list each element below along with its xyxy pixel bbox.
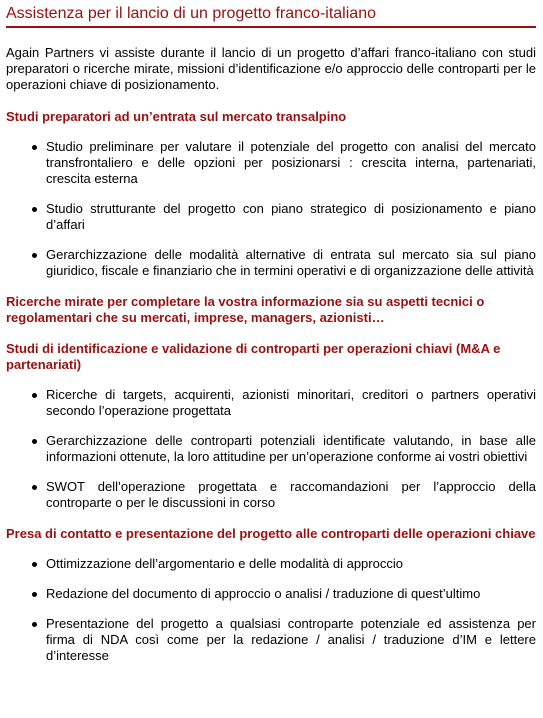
bullet-icon bbox=[32, 485, 37, 490]
list-item-text: Studio strutturante del progetto con piano strategico di posizionamento e piano d’affari bbox=[46, 201, 536, 232]
list-item-text: Redazione del documento di approccio o analisi / traduzione di quest’ultimo bbox=[46, 586, 481, 601]
section-identificazione-controparti bbox=[6, 341, 536, 511]
bullet-icon bbox=[32, 562, 37, 567]
section-heading: Presa di contatto e presentazione del progetto alle controparti delle operazioni chiave bbox=[6, 526, 536, 541]
bullet-icon bbox=[32, 145, 37, 150]
list-item-text: Presentazione del progetto a qualsiasi controparte potenziale ed assistenza per firma di NDA così come per la redazione / analisi / traduzione d’IM e lettere d’interesse bbox=[46, 616, 536, 663]
list-item-text: Studio preliminare per valutare il potenziale del progetto con analisi del mercato transfrontaliero e delle opzioni per posizionarsi : crescita interna, partenariati, crescita esterna bbox=[46, 139, 536, 186]
list-item bbox=[6, 387, 536, 419]
list-item-text: Gerarchizzazione delle controparti potenziali identificate valutando, in base alle informazioni ottenute, la loro attitudine per un’operazione conforme ai vostri obiettivi bbox=[46, 433, 536, 464]
section-heading: Studi di identificazione e validazione di controparti per operazioni chiavi (M&A e partenariati) bbox=[6, 341, 501, 372]
list-item-text: Gerarchizzazione delle modalità alternative di entrata sul mercato sia sul piano giuridico, fiscale e finanziario che in termini operativi e di organizzazione delle attività bbox=[46, 247, 536, 278]
page-title: Assistenza per il lancio di un progetto franco-italiano bbox=[6, 5, 376, 22]
section-studi-preparatori bbox=[6, 109, 536, 279]
list-item-text: SWOT dell’operazione progettata e raccomandazioni per l’approccio della controparte o per le discussioni in corso bbox=[46, 479, 536, 510]
section-presa-di-contatto bbox=[6, 526, 536, 664]
bullet-icon bbox=[32, 439, 37, 444]
bullet-icon bbox=[32, 622, 37, 627]
list-item bbox=[6, 556, 536, 572]
bullet-icon bbox=[32, 592, 37, 597]
bullet-icon bbox=[32, 393, 37, 398]
bullet-list bbox=[6, 556, 536, 664]
intro-paragraph: Again Partners vi assiste durante il lancio di un progetto d’affari franco-italiano con studi preparatori o ricerche mirate, missioni d’identificazione e/o approccio delle controparti per le operazioni chiave di posizionamento. bbox=[6, 45, 536, 92]
bullet-icon bbox=[32, 253, 37, 258]
bullet-list bbox=[6, 387, 536, 511]
list-item bbox=[6, 433, 536, 465]
list-item-text: Ottimizzazione dell’argomentario e delle modalità di approccio bbox=[46, 556, 403, 571]
list-item bbox=[6, 139, 536, 187]
list-item bbox=[6, 201, 536, 233]
section-heading: Studi preparatori ad un’entrata sul mercato transalpino bbox=[6, 109, 347, 124]
section-ricerche-mirate bbox=[6, 294, 536, 326]
list-item-text: Ricerche di targets, acquirenti, azionisti minoritari, creditori o partners operativi secondo l’operazione progettata bbox=[46, 387, 536, 418]
bullet-icon bbox=[32, 207, 37, 212]
title-divider bbox=[6, 26, 536, 28]
section-heading: Ricerche mirate per completare la vostra informazione sia su aspetti tecnici o regolamentari che su mercati, imprese, managers, azionisti… bbox=[6, 294, 485, 325]
list-item bbox=[6, 479, 536, 511]
list-item bbox=[6, 586, 536, 602]
document-page bbox=[6, 0, 536, 664]
list-item bbox=[6, 247, 536, 279]
bullet-list bbox=[6, 139, 536, 279]
list-item bbox=[6, 616, 536, 664]
